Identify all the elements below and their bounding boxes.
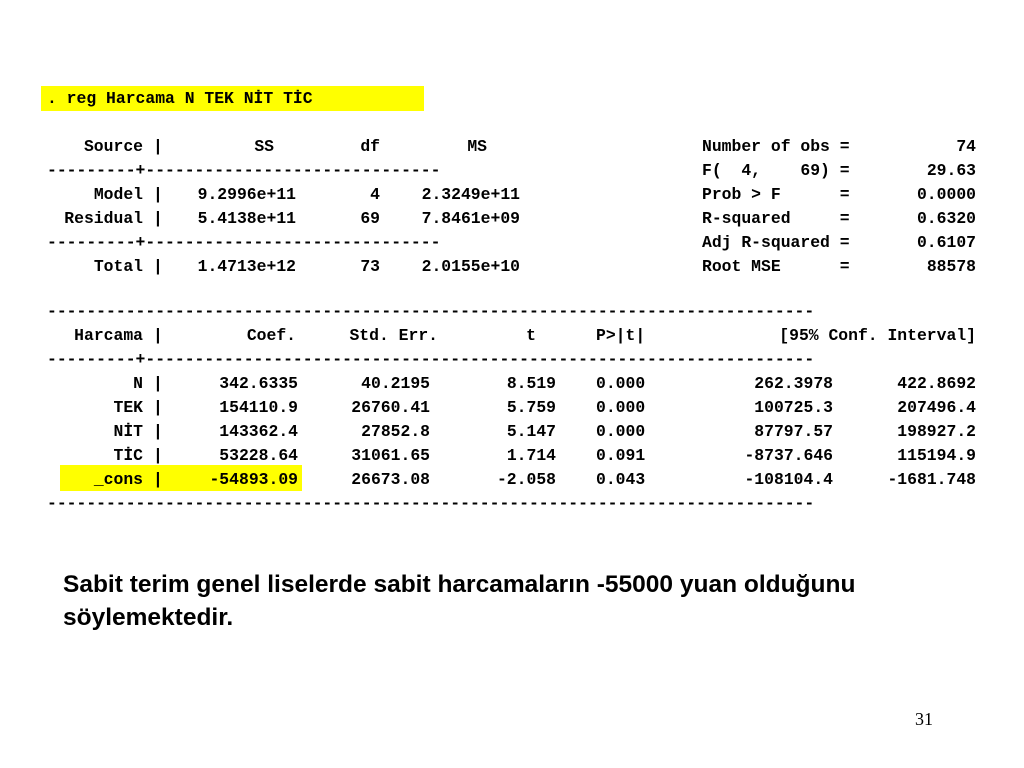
- coef-pipe: |: [153, 470, 163, 489]
- anova-df: 73: [360, 257, 380, 276]
- coef-pipe: |: [153, 422, 163, 441]
- coef-pipe: |: [153, 446, 163, 465]
- stat-value: 0.0000: [916, 185, 976, 204]
- anova-ss: 5.4138e+11: [197, 209, 296, 228]
- coef-value: -54893.09: [209, 470, 298, 489]
- coef-ci-upper: 422.8692: [897, 374, 976, 393]
- regression-command: . reg Harcama N TEK NİT TİC: [47, 89, 313, 108]
- coef-t: 5.147: [506, 422, 556, 441]
- coef-ci-upper: 207496.4: [897, 398, 976, 417]
- stat-label: R-squared =: [702, 209, 850, 228]
- anova-source: Residual: [64, 209, 143, 228]
- coef-ci-lower: -108104.4: [744, 470, 833, 489]
- anova-pipe: |: [153, 257, 163, 276]
- table-rule: ---------+--------------------------------------------------------------------: [47, 350, 815, 369]
- coef-value: 143362.4: [219, 422, 298, 441]
- coef-header-se: Std. Err.: [349, 326, 438, 345]
- coef-p: 0.000: [596, 374, 646, 393]
- coef-t: 8.519: [506, 374, 556, 393]
- anova-df: 4: [370, 185, 380, 204]
- coef-header-p: P>|t|: [596, 326, 646, 345]
- coef-p: 0.043: [596, 470, 646, 489]
- coef-se: 26673.08: [351, 470, 430, 489]
- coef-p: 0.091: [596, 446, 646, 465]
- coef-header-t: t: [526, 326, 536, 345]
- anova-ms: 2.0155e+10: [421, 257, 520, 276]
- stat-value: 29.63: [926, 161, 976, 180]
- coef-value: 53228.64: [219, 446, 298, 465]
- stat-label: Prob > F =: [702, 185, 850, 204]
- stat-value: 74: [956, 137, 976, 156]
- coef-pipe: |: [153, 326, 163, 345]
- coef-ci-lower: 100725.3: [754, 398, 833, 417]
- coef-p: 0.000: [596, 398, 646, 417]
- stat-value: 88578: [926, 257, 976, 276]
- anova-ms: 7.8461e+09: [421, 209, 520, 228]
- anova-source: Total: [93, 257, 143, 276]
- anova-df: 69: [360, 209, 380, 228]
- anova-header-source: Source: [83, 137, 143, 156]
- table-rule: ------------------------------------------------------------------------------: [47, 302, 815, 321]
- stat-label: Root MSE =: [702, 257, 850, 276]
- coef-t: 5.759: [506, 398, 556, 417]
- coef-var: _cons: [93, 470, 143, 489]
- stat-label: Adj R-squared =: [702, 233, 850, 252]
- coef-ci-lower: 87797.57: [754, 422, 833, 441]
- coef-header-var: Harcama: [74, 326, 143, 345]
- coef-pipe: |: [153, 374, 163, 393]
- coef-value: 342.6335: [219, 374, 298, 393]
- anova-pipe: |: [153, 137, 163, 156]
- anova-ss: 1.4713e+12: [197, 257, 296, 276]
- anova-source: Model: [93, 185, 143, 204]
- anova-header-ms: MS: [467, 137, 487, 156]
- coef-header-ci: [95% Conf. Interval]: [779, 326, 976, 345]
- coef-se: 26760.41: [351, 398, 430, 417]
- coef-header-coef: Coef.: [246, 326, 296, 345]
- coef-se: 40.2195: [361, 374, 430, 393]
- anova-header-ss: SS: [254, 137, 274, 156]
- coef-ci-upper: 198927.2: [897, 422, 976, 441]
- table-rule: ------------------------------------------------------------------------------: [47, 494, 815, 513]
- stat-value: 0.6107: [916, 233, 976, 252]
- anova-ss: 9.2996e+11: [197, 185, 296, 204]
- anova-separator: ---------+------------------------------: [47, 233, 441, 252]
- coef-var: N: [133, 374, 143, 393]
- coef-t: 1.714: [506, 446, 556, 465]
- coef-var: TEK: [113, 398, 143, 417]
- page-number: 31: [915, 709, 933, 729]
- stat-value: 0.6320: [916, 209, 976, 228]
- coef-se: 27852.8: [361, 422, 430, 441]
- coef-value: 154110.9: [219, 398, 298, 417]
- anova-pipe: |: [153, 185, 163, 204]
- coef-se: 31061.65: [351, 446, 430, 465]
- stat-label: F( 4, 69) =: [702, 161, 850, 180]
- coef-pipe: |: [153, 398, 163, 417]
- coef-ci-lower: 262.3978: [754, 374, 833, 393]
- slide-caption: Sabit terim genel liselerde sabit harcamaların -55000 yuan olduğunu söylemektedir.: [63, 571, 856, 631]
- coef-p: 0.000: [596, 422, 646, 441]
- coef-var: NİT: [113, 422, 143, 441]
- anova-ms: 2.3249e+11: [421, 185, 520, 204]
- anova-separator: ---------+------------------------------: [47, 161, 441, 180]
- stat-label: Number of obs =: [702, 137, 850, 156]
- coef-ci-upper: 115194.9: [897, 446, 976, 465]
- anova-header-df: df: [360, 137, 380, 156]
- anova-pipe: |: [153, 209, 163, 228]
- coef-ci-upper: -1681.748: [887, 470, 976, 489]
- coef-var: TİC: [113, 446, 143, 465]
- coef-t: -2.058: [496, 470, 556, 489]
- coef-ci-lower: -8737.646: [744, 446, 833, 465]
